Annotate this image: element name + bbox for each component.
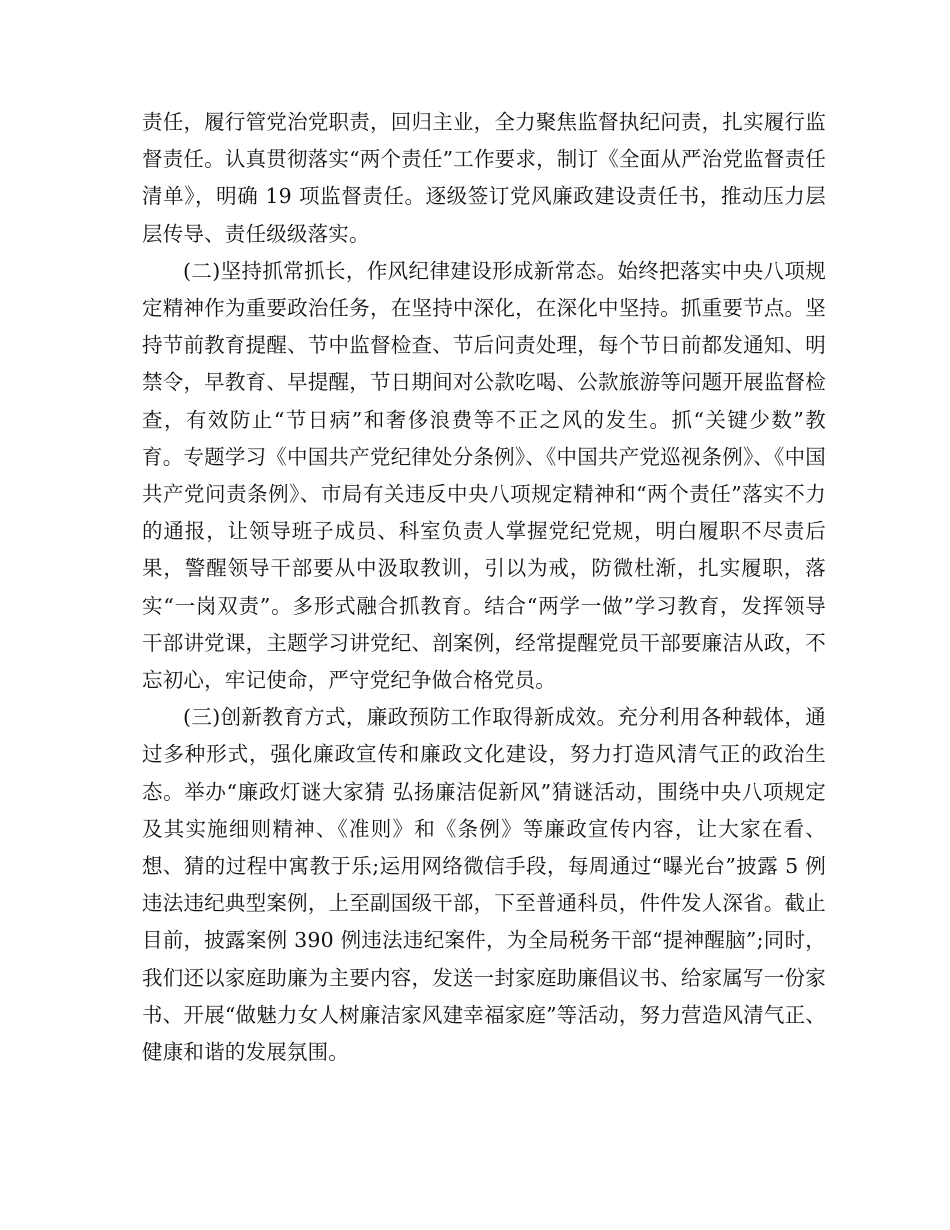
paragraph-2: (二)坚持抓常抓长，作风纪律建设形成新常态。始终把落实中央八项规定精神作为重要政治任务，在坚持中深化，在深化中坚持。抓重要节点。坚持节前教育提醒、节中监督检查、节后问责处理，每个节日前都发通知、明禁令，早教育、早提醒，节日期间对公款吃喝、公款旅游等问题开展监督检查，有效防止“节日病”和奢侈浪费等不正之风的发生。抓“关键少数”教育。专题学习《中国共产党纪律处分条例》、《中国共产党巡视条例》、《中国共产党问责条例》、市局有关违反中央八项规定精神和“两个责任”落实不力的通报，让领导班子成员、科室负责人掌握党纪党规，明白履职不尽责后果，警醒领导干部要从中汲取教训，引以为戒，防微杜渐，扎实履职，落实“一岗双责”。多形式融合抓教育。结合“两学一做”学习教育，发挥领导干部讲党课，主题学习讲党纪、剖案例，经常提醒党员干部要廉洁从政，不忘初心，牢记使命，严守党纪争做合格党员。 bbox=[142, 258, 826, 693]
paragraph-1: 责任，履行管党治党职责，回归主业，全力聚焦监督执纪问责，扎实履行监督责任。认真贯彻落实“两个责任”工作要求，制订《全面从严治党监督责任清单》，明确 19 项监督责任。逐级签订党风廉政建设责任书，推动压力层层传导、责任级级落实。 bbox=[142, 110, 826, 246]
document-page bbox=[142, 104, 826, 1071]
paragraph-3: (三)创新教育方式，廉政预防工作取得新成效。充分利用各种载体，通过多种形式，强化廉政宣传和廉政文化建设，努力打造风清气正的政治生态。举办“廉政灯谜大家猜 弘扬廉洁促新风”猜谜活动，围绕中央八项规定及其实施细则精神、《准则》和《条例》等廉政宣传内容，让大家在看、想、猜的过程中寓教于乐;运用网络微信手段，每周通过“曝光台”披露 5 例违法违纪典型案例，上至副国级干部，下至普通科员，件件发人深省。截止目前，披露案例 390 例违法违纪案件，为全局税务干部“提神醒脑”;同时，我们还以家庭助廉为主要内容，发送一封家庭助廉倡议书、给家属写一份家书、开展“做魅力女人树廉洁家风建幸福家庭”等活动，努力营造风清气正、健康和谐的发展氛围。 bbox=[142, 705, 826, 1065]
